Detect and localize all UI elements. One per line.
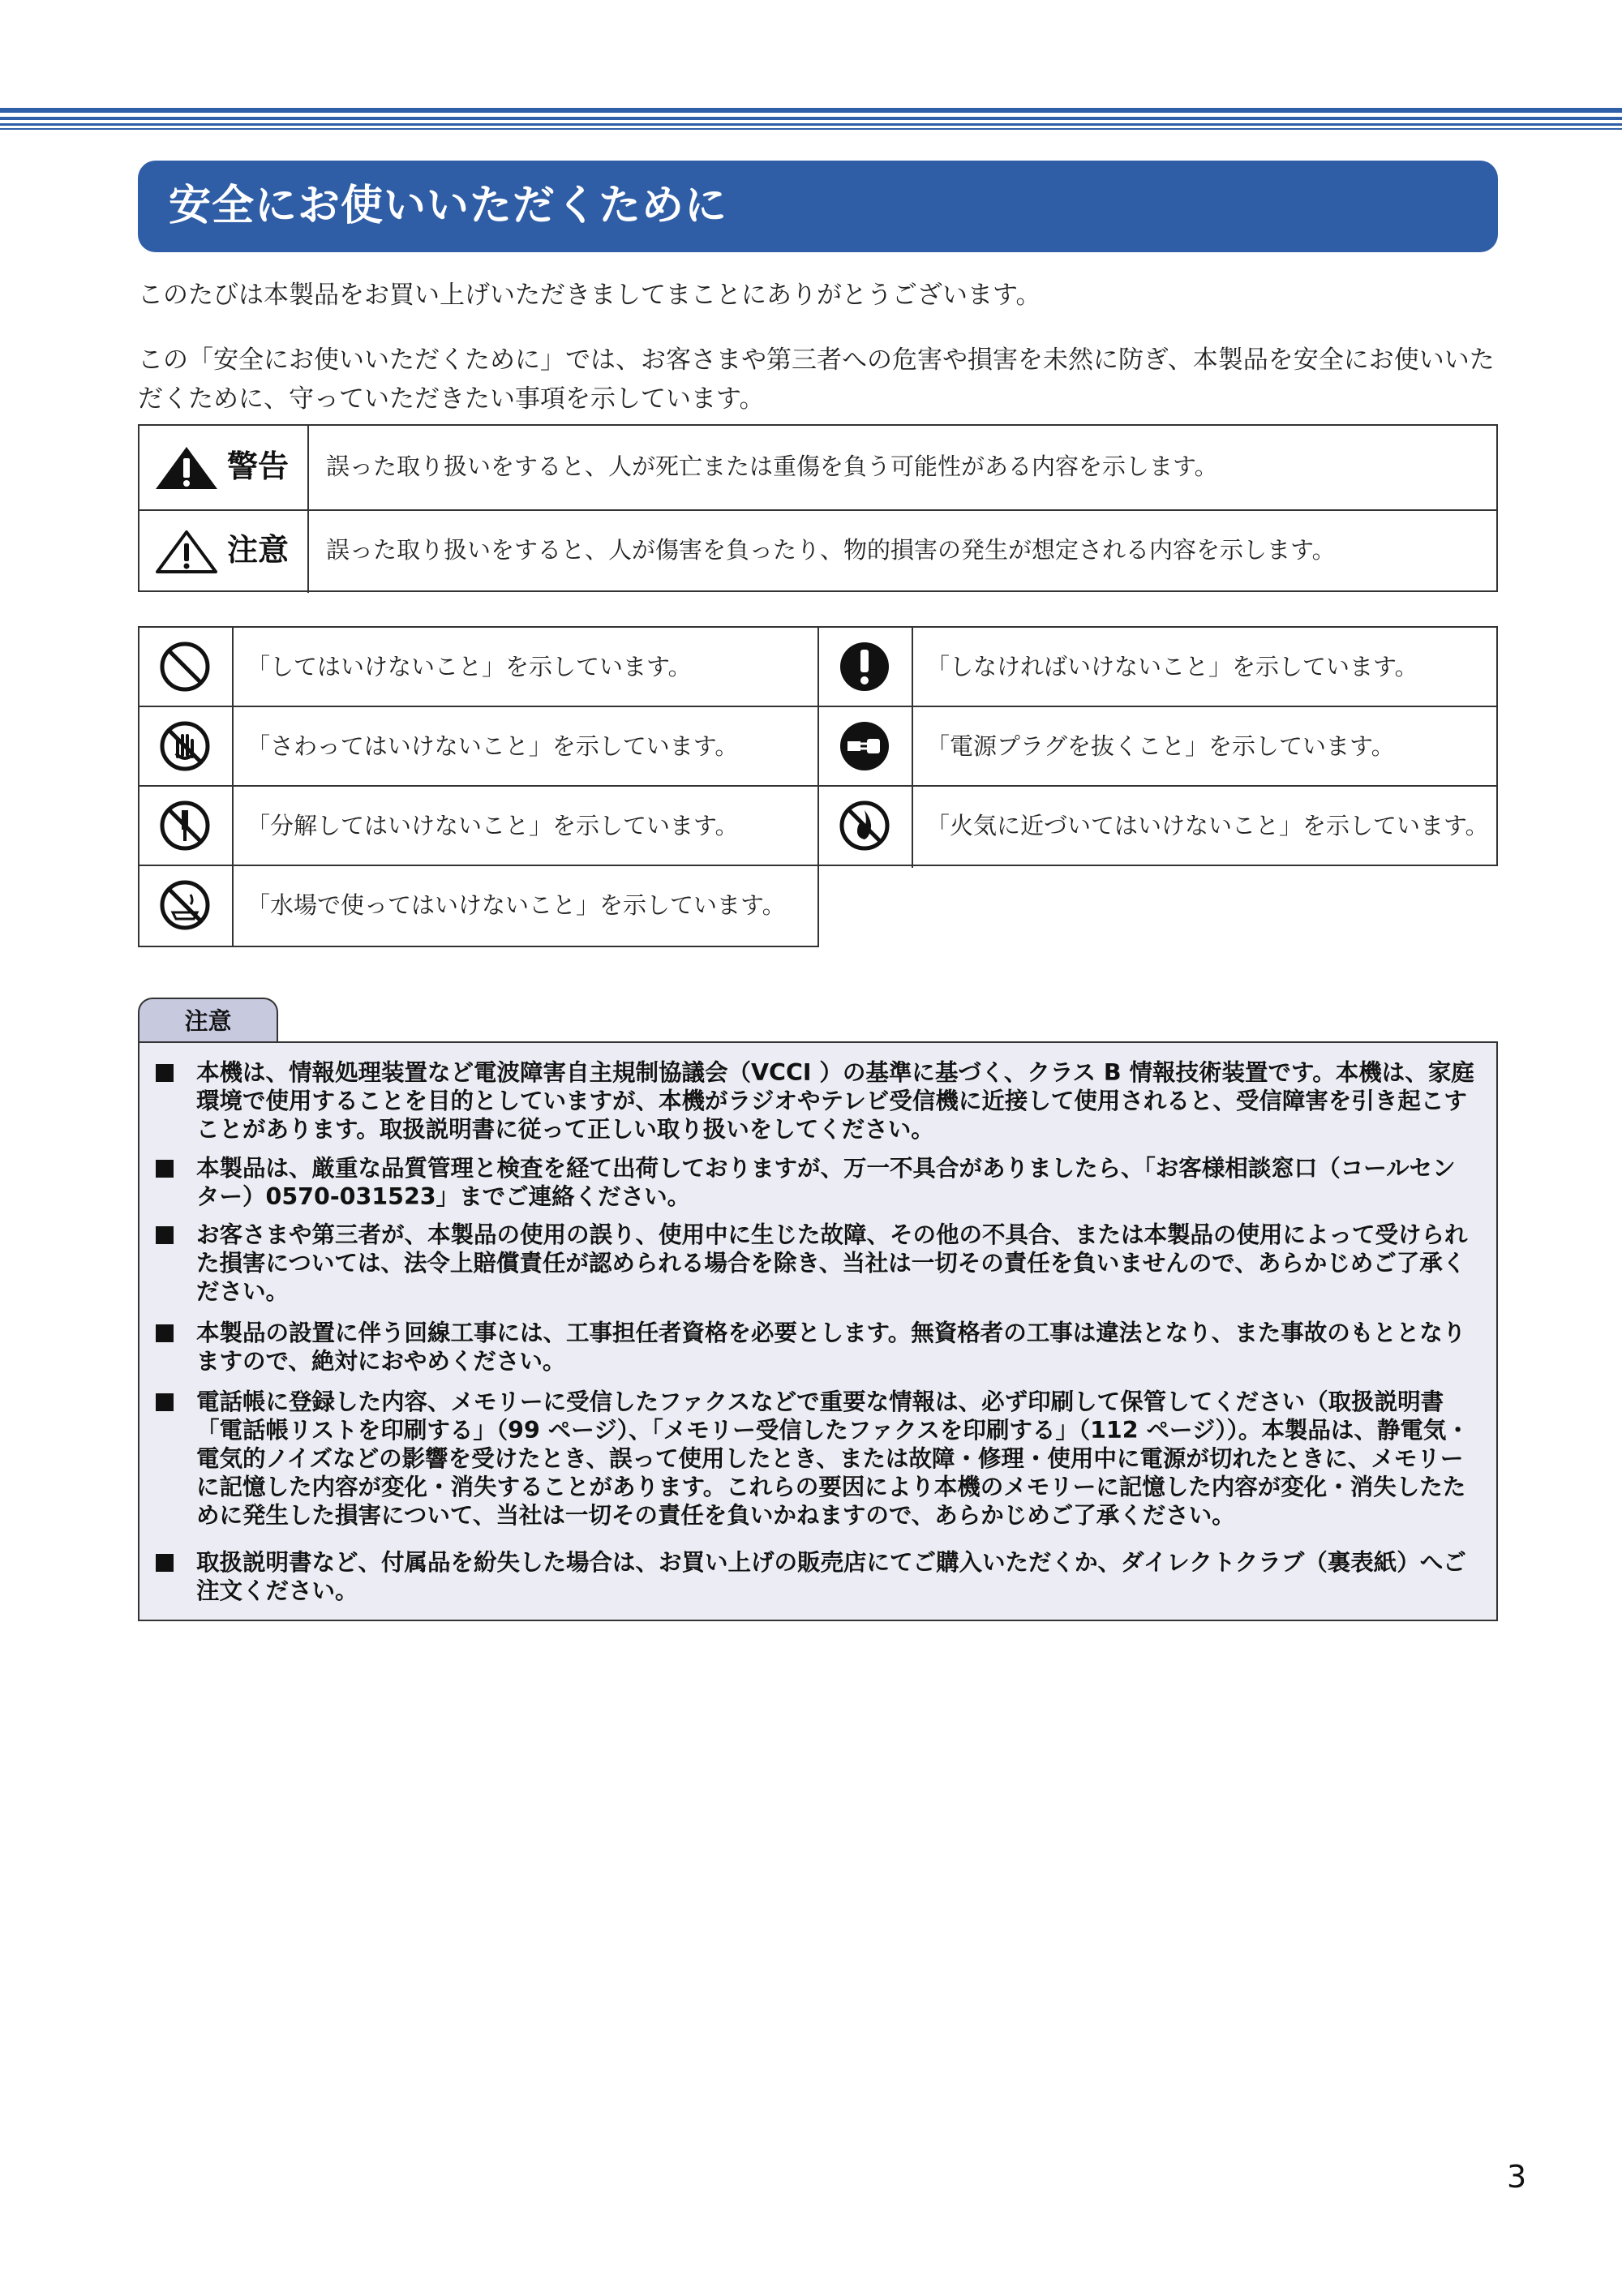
symbol-text-no-fire: 「火気に近づいてはいけないこと」を示しています。 — [926, 812, 1489, 839]
header-rule — [0, 117, 1622, 120]
symbol-text-mandatory: 「しなければいけないこと」を示しています。 — [926, 653, 1418, 680]
header-rule — [0, 123, 1622, 126]
symbol-text-unplug: 「電源プラグを抜くこと」を示しています。 — [926, 732, 1395, 760]
notice-item: 取扱説明書など、付属品を紛失した場合は、お買い上げの販売店にてご購入いただくか、ダイレクトクラブ（裏表紙）へご注文ください。 — [156, 1548, 1478, 1605]
header-rule — [0, 108, 1622, 113]
caution-description: 誤った取り扱いをすると、人が傷害を負ったり、物的損害の発生が想定される内容を示します。 — [326, 536, 1336, 564]
warning-label: 警告 — [227, 448, 290, 484]
no-disassembly-icon — [158, 799, 212, 852]
caution-label: 注意 — [227, 532, 290, 568]
no-fire-icon — [838, 799, 891, 852]
symbol-text-no-disassembly: 「分解してはいけないこと」を示しています。 — [247, 812, 739, 839]
unplug-icon — [838, 719, 891, 773]
page-title: 安全にお使いいただくために — [169, 182, 728, 230]
prohibited-icon — [158, 640, 212, 693]
symbol-text-no-touch: 「さわってはいけないこと」を示しています。 — [247, 732, 739, 760]
caution-outline-triangle-icon — [154, 529, 219, 574]
symbol-cell-mandatory — [817, 626, 1498, 707]
page-number: 3 — [1507, 2159, 1527, 2195]
no-water-icon — [158, 878, 212, 932]
intro-paragraph-2: この「安全にお使いいただくために」では、お客さまや第三者への危害や損害を未然に防ぎ、本製品を安全にお使いいただくために、守っていただきたい事項を示しています。 — [138, 345, 1495, 414]
notice-item: お客さまや第三者が、本製品の使用の誤り、使用中に生じた故障、その他の不具合、または本製品の使用によって受けられた損害については、法令上賠償責任が認められる場合を除き、当社は一切その責任を負いませんので、あらかじめご了承ください。 — [156, 1221, 1478, 1306]
caution-row — [139, 509, 1496, 593]
caution-label-cell — [139, 509, 309, 593]
intro-paragraph-1: このたびは本製品をお買い上げいただきましてまことにありがとうございます。 — [138, 281, 1041, 310]
symbol-text-prohibited: 「してはいけないこと」を示しています。 — [247, 653, 692, 680]
notice-item: 本機は、情報処理装置など電波障害自主規制協議会（VCCI ）の基準に基づく、クラス B 情報技術装置です。本機は、家庭環境で使用することを目的としていますが、本機がラジオやテレビ受信機に近接して使用されると、受信障害を引き起こすことがあります。取扱説明書に従って正しい取り扱いをしてください。 — [156, 1058, 1478, 1144]
bullet-square-icon — [156, 1160, 174, 1178]
bullet-square-icon — [156, 1393, 174, 1411]
warning-label-cell — [139, 426, 309, 509]
bullet-square-icon — [156, 1324, 174, 1342]
symbol-cell-no-water — [138, 865, 819, 947]
warning-row — [139, 426, 1496, 511]
symbol-cell-no-disassembly — [138, 785, 819, 866]
symbol-cell-unplug — [817, 706, 1498, 787]
bullet-square-icon — [156, 1226, 174, 1244]
mandatory-icon — [838, 640, 891, 693]
warning-description: 誤った取り扱いをすると、人が死亡または重傷を負う可能性がある内容を示します。 — [326, 453, 1218, 480]
notice-item: 電話帳に登録した内容、メモリーに受信したファクスなどで重要な情報は、必ず印刷して保管してください（取扱説明書「電話帳リストを印刷する」（99 ページ）、「メモリー受信したファクスを印刷する」（112 ページ））。本製品は、静電気・電気的ノイズなどの影響を受けたとき、誤って使用したとき、または故障・修理・使用中に電源が切れたときに、メモリーに記憶した内容が変化・消失することがあります。これらの要因により本機のメモリーに記憶した内容が変化・消失したために発生した損害について、当社は一切その責任を負いかねますので、あらかじめご了承ください。 — [156, 1388, 1478, 1530]
caution-notice-box — [138, 1041, 1498, 1621]
warning-filled-triangle-icon — [154, 445, 219, 491]
notice-item: 本製品の設置に伴う回線工事には、工事担任者資格を必要とします。無資格者の工事は違法となり、また事故のもととなりますので、絶対におやめください。 — [156, 1319, 1478, 1375]
title-banner — [138, 161, 1498, 252]
no-touch-icon — [158, 719, 212, 773]
caution-tab-label: 注意 — [138, 998, 278, 1043]
symbol-cell-prohibited — [138, 626, 819, 707]
bullet-square-icon — [156, 1554, 174, 1572]
bullet-square-icon — [156, 1064, 174, 1082]
symbol-text-no-water: 「水場で使ってはいけないこと」を示しています。 — [247, 891, 786, 919]
header-rule — [0, 128, 1622, 130]
warning-caution-table — [138, 424, 1498, 592]
symbol-cell-no-touch — [138, 706, 819, 787]
symbol-cell-no-fire — [817, 785, 1498, 866]
notice-item: 本製品は、厳重な品質管理と検査を経て出荷しておりますが、万一不具合がありましたら、「お客様相談窓口（コールセンター）0570-031523」までご連絡ください。 — [156, 1154, 1478, 1211]
